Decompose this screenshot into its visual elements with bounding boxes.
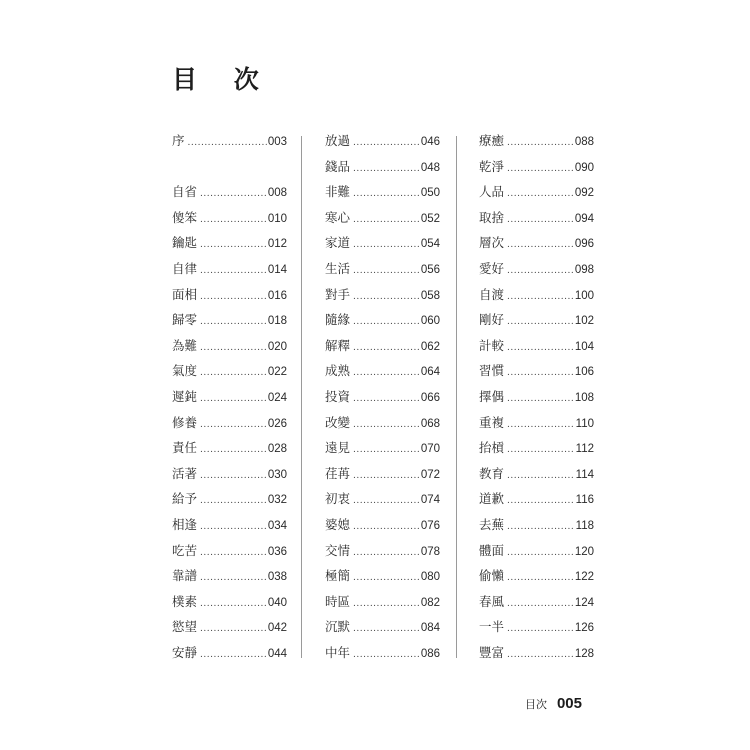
toc-entry xyxy=(172,362,287,380)
toc-entry xyxy=(172,337,287,355)
toc-entry xyxy=(325,465,440,483)
toc-entry-title: 愛好 xyxy=(479,261,505,276)
toc-entry-page: 072 xyxy=(420,468,440,481)
toc-entry-title: 極簡 xyxy=(325,568,351,584)
toc-entry-page: 042 xyxy=(267,622,287,635)
toc-entry xyxy=(172,542,287,560)
dot-leader xyxy=(507,236,574,254)
toc-entry xyxy=(325,490,440,508)
toc-entry-page: 102 xyxy=(574,315,594,328)
toc-entry-title: 去蕪 xyxy=(479,517,505,532)
toc-entry-title: 改變 xyxy=(325,414,351,430)
toc-entry-page: 124 xyxy=(574,596,594,609)
dot-leader xyxy=(507,646,574,664)
toc-entry-title: 投資 xyxy=(325,389,351,404)
toc-entry-title: 交情 xyxy=(325,542,351,558)
toc-entry xyxy=(325,644,440,662)
toc-entry-page: 128 xyxy=(574,648,594,660)
toc-entry xyxy=(172,439,287,457)
toc-entry-page: 036 xyxy=(267,545,287,558)
page-title: 目 次 xyxy=(172,65,273,94)
toc-entry-title: 重複 xyxy=(479,414,505,430)
toc-entry-title: 教育 xyxy=(479,465,505,481)
toc-entry xyxy=(172,465,287,483)
dot-leader xyxy=(353,441,420,459)
toc-entry-page: 058 xyxy=(420,289,440,302)
toc-entry-page: 074 xyxy=(420,494,440,507)
toc-entry-title: 相逢 xyxy=(172,517,198,532)
dot-leader xyxy=(353,236,420,254)
toc-entry-title: 一半 xyxy=(479,619,505,635)
running-footer-label: 目次 xyxy=(524,698,547,711)
toc-entry xyxy=(172,260,287,278)
dot-leader xyxy=(507,544,574,562)
toc-entry xyxy=(479,132,594,150)
toc-entry-page: 076 xyxy=(420,520,440,532)
toc-entry-title: 吃苦 xyxy=(172,542,198,558)
toc-entry-page: 014 xyxy=(267,264,287,276)
toc-entry-page: 062 xyxy=(420,340,440,353)
dot-leader xyxy=(507,134,574,152)
dot-leader xyxy=(353,134,420,152)
toc-entry xyxy=(325,567,440,585)
toc-entry-title: 時區 xyxy=(325,593,351,609)
toc-entry-page: 086 xyxy=(420,648,440,660)
toc-entry-title: 解釋 xyxy=(325,337,351,353)
toc-entry-title: 成熟 xyxy=(325,363,351,379)
toc-entry xyxy=(172,132,287,150)
toc-entry xyxy=(172,490,287,508)
toc-entry-title: 道歉 xyxy=(479,491,505,507)
toc-entry xyxy=(325,234,440,252)
dot-leader xyxy=(507,620,574,638)
toc-entry xyxy=(479,209,594,227)
toc-entry-page: 054 xyxy=(420,238,440,251)
dot-leader xyxy=(507,595,574,613)
toc-entry xyxy=(325,286,440,304)
toc-entry-title: 為難 xyxy=(172,337,198,353)
toc-entry xyxy=(479,234,594,252)
dot-leader xyxy=(353,364,420,382)
toc-entry-title: 序 xyxy=(172,133,185,148)
toc-entry xyxy=(479,337,594,355)
toc-entry xyxy=(325,618,440,636)
toc-entry-page: 008 xyxy=(267,187,287,200)
toc-entry-page: 078 xyxy=(420,545,440,558)
toc-entry-page: 016 xyxy=(267,289,287,302)
toc-entry-page: 090 xyxy=(574,161,594,174)
toc-entry-page: 050 xyxy=(420,187,440,200)
toc-entry-title: 靠譜 xyxy=(172,568,198,584)
toc-entry-title: 計較 xyxy=(479,337,505,353)
toc-entry-title: 初衷 xyxy=(325,491,351,507)
toc-entry-title: 抬槓 xyxy=(479,440,505,456)
toc-entry xyxy=(325,388,440,406)
toc-entry-title: 鑰匙 xyxy=(172,235,198,251)
column-divider xyxy=(456,136,457,658)
toc-entry-title: 隨緣 xyxy=(325,312,351,328)
toc-entry-page: 010 xyxy=(267,212,287,225)
dot-leader xyxy=(353,313,420,331)
toc-entry-title: 豐富 xyxy=(479,645,505,660)
toc-entry xyxy=(325,414,440,432)
dot-leader xyxy=(200,569,267,587)
toc-entry-title: 歸零 xyxy=(172,312,198,328)
toc-entry xyxy=(479,439,594,457)
dot-leader xyxy=(200,339,267,357)
toc-entry-page: 022 xyxy=(267,366,287,379)
toc-entry-page: 034 xyxy=(267,520,287,532)
toc-entry-page: 070 xyxy=(420,443,440,456)
toc-entry xyxy=(479,311,594,329)
toc-entry-title: 放過 xyxy=(325,133,351,148)
toc-entry-page: 110 xyxy=(575,417,594,430)
toc-entry-page: 066 xyxy=(420,392,440,404)
dot-leader xyxy=(200,620,267,638)
toc-entry xyxy=(325,132,440,150)
toc-entry-title: 習慣 xyxy=(479,363,505,379)
toc-entry-page: 012 xyxy=(267,238,287,251)
toc-entry-page: 064 xyxy=(420,366,440,379)
toc-entry-title: 寒心 xyxy=(325,209,351,225)
toc-entry-page: 104 xyxy=(574,340,594,353)
toc-entry-page: 112 xyxy=(575,443,594,456)
toc-entry-page: 060 xyxy=(420,315,440,328)
dot-leader xyxy=(200,185,267,203)
toc-entry-title: 荏苒 xyxy=(325,465,351,481)
dot-leader xyxy=(353,467,420,485)
dot-leader xyxy=(353,262,420,280)
toc-entry xyxy=(479,362,594,380)
toc-entry xyxy=(172,286,287,304)
toc-entry-page: 126 xyxy=(574,622,594,635)
toc-entry-title: 體面 xyxy=(479,542,505,558)
toc-entry xyxy=(479,490,594,508)
dot-leader xyxy=(200,492,267,510)
toc-entry-title: 傻笨 xyxy=(172,209,198,225)
toc-entry xyxy=(479,260,594,278)
dot-leader xyxy=(507,313,574,331)
toc-entry xyxy=(172,618,287,636)
toc-entry-page: 098 xyxy=(574,264,594,276)
toc-entry xyxy=(479,465,594,483)
toc-entry-title: 慾望 xyxy=(172,619,198,635)
toc-entry xyxy=(172,183,287,201)
toc-entry-page: 056 xyxy=(420,264,440,276)
toc-entry xyxy=(172,234,287,252)
toc-entry xyxy=(479,593,594,611)
toc-entry xyxy=(325,337,440,355)
toc-entry-page: 108 xyxy=(574,392,594,404)
toc-entry-title: 自律 xyxy=(172,261,198,276)
toc-entry-page: 068 xyxy=(420,417,440,430)
toc-entry-page: 020 xyxy=(267,340,287,353)
dot-leader xyxy=(353,288,420,306)
dot-leader xyxy=(200,262,267,280)
dot-leader xyxy=(353,390,420,408)
toc-entry-page: 018 xyxy=(267,315,287,328)
toc-entry-page: 100 xyxy=(574,289,594,302)
dot-leader xyxy=(507,492,575,510)
toc-entry-title: 責任 xyxy=(172,440,198,456)
toc-entry-title: 給予 xyxy=(172,491,198,507)
toc-entry-title: 婆媳 xyxy=(325,517,351,532)
toc-entry-page: 032 xyxy=(267,494,287,507)
dot-leader xyxy=(200,390,267,408)
dot-leader xyxy=(507,262,574,280)
dot-leader xyxy=(507,441,575,459)
dot-leader xyxy=(200,441,267,459)
toc-entry-title: 遠見 xyxy=(325,440,351,456)
toc-entry-title: 自渡 xyxy=(479,286,505,302)
dot-leader xyxy=(200,288,267,306)
toc-entry xyxy=(172,516,287,534)
toc-entry-title: 人品 xyxy=(479,184,505,200)
dot-leader xyxy=(507,390,574,408)
toc-entry xyxy=(325,158,440,176)
toc-entry xyxy=(479,618,594,636)
toc-entry-page: 118 xyxy=(575,520,594,532)
toc-entry-title: 春風 xyxy=(479,593,505,609)
toc-entry-title: 對手 xyxy=(325,286,351,302)
toc-entry-title: 家道 xyxy=(325,235,351,251)
toc-entry-title: 層次 xyxy=(479,235,505,251)
toc-entry xyxy=(479,644,594,662)
toc-entry xyxy=(479,414,594,432)
dot-leader xyxy=(507,288,574,306)
toc-entry xyxy=(172,414,287,432)
dot-leader xyxy=(353,185,420,203)
toc-entry-title: 剛好 xyxy=(479,312,505,328)
dot-leader xyxy=(353,492,420,510)
toc-entry-page: 046 xyxy=(420,136,440,148)
toc-entry-page: 044 xyxy=(267,648,287,660)
toc-entry-page: 114 xyxy=(575,468,594,481)
toc-entry xyxy=(325,260,440,278)
toc-entry-page: 084 xyxy=(420,622,440,635)
toc-entry xyxy=(479,516,594,534)
toc-entry-page: 088 xyxy=(574,136,594,148)
toc-entry-title: 偷懶 xyxy=(479,568,505,584)
toc-entry-title: 擇偶 xyxy=(479,389,505,404)
toc-entry xyxy=(172,209,287,227)
toc-entry-title: 氣度 xyxy=(172,363,198,379)
dot-leader xyxy=(353,595,420,613)
toc-entry xyxy=(479,158,594,176)
dot-leader xyxy=(507,364,574,382)
dot-leader xyxy=(200,364,267,382)
toc-entry xyxy=(479,388,594,406)
dot-leader xyxy=(353,620,420,638)
toc-entry-title: 療癒 xyxy=(479,133,505,148)
dot-leader xyxy=(200,416,267,434)
toc-entry-page: 038 xyxy=(267,571,287,584)
toc-entry-page: 024 xyxy=(267,392,287,404)
toc-entry xyxy=(325,439,440,457)
toc-entry xyxy=(325,311,440,329)
page-number: 005 xyxy=(556,695,582,712)
toc-entry xyxy=(479,183,594,201)
toc-entry-title: 安靜 xyxy=(172,645,198,660)
toc-entry xyxy=(325,183,440,201)
toc-entry xyxy=(325,516,440,534)
toc-entry xyxy=(325,542,440,560)
toc-entry-page: 040 xyxy=(267,596,287,609)
toc-entry xyxy=(479,567,594,585)
dot-leader xyxy=(188,134,267,152)
dot-leader xyxy=(200,544,267,562)
toc-entry-page: 048 xyxy=(420,161,440,174)
dot-leader xyxy=(200,313,267,331)
dot-leader xyxy=(507,185,574,203)
toc-entry-page: 122 xyxy=(574,571,594,584)
dot-leader xyxy=(200,211,267,229)
toc-entry-title: 錢品 xyxy=(325,158,351,174)
dot-leader xyxy=(200,467,267,485)
dot-leader xyxy=(353,339,420,357)
dot-leader xyxy=(507,211,574,229)
toc-entry-title: 樸素 xyxy=(172,593,198,609)
dot-leader xyxy=(507,160,574,178)
toc-entry-page: 106 xyxy=(574,366,594,379)
toc-entry-title: 面相 xyxy=(172,286,198,302)
toc-entry-page: 003 xyxy=(267,136,287,148)
dot-leader xyxy=(507,569,574,587)
toc-entry-title: 遲鈍 xyxy=(172,389,198,404)
toc-entry xyxy=(325,209,440,227)
toc-entry-page: 116 xyxy=(575,494,594,507)
dot-leader xyxy=(353,646,420,664)
dot-leader xyxy=(200,646,267,664)
toc-entry-page: 096 xyxy=(574,238,594,251)
toc-entry xyxy=(325,362,440,380)
toc-entry-title: 非難 xyxy=(325,184,351,200)
toc-entry xyxy=(479,542,594,560)
toc-entry xyxy=(479,286,594,304)
toc-entry-page: 052 xyxy=(420,212,440,225)
toc-entry xyxy=(172,567,287,585)
dot-leader xyxy=(507,339,574,357)
dot-leader xyxy=(353,211,420,229)
dot-leader xyxy=(353,416,420,434)
dot-leader xyxy=(353,544,420,562)
dot-leader xyxy=(353,518,420,536)
page-footer xyxy=(525,695,582,712)
toc-entry xyxy=(325,593,440,611)
toc-entry xyxy=(172,644,287,662)
toc-entry-title: 乾淨 xyxy=(479,158,505,174)
toc-entry-page: 092 xyxy=(574,187,594,200)
dot-leader xyxy=(507,518,575,536)
toc-entry-title: 活著 xyxy=(172,465,198,481)
toc-entry-title: 自省 xyxy=(172,184,198,200)
toc-entry-title: 生活 xyxy=(325,261,351,276)
dot-leader xyxy=(353,569,420,587)
toc-entry-page: 080 xyxy=(420,571,440,584)
toc-entry-page: 120 xyxy=(574,545,594,558)
toc-entry-page: 030 xyxy=(267,468,287,481)
toc-entry-page: 026 xyxy=(267,417,287,430)
dot-leader xyxy=(507,467,575,485)
toc-entry xyxy=(172,388,287,406)
dot-leader xyxy=(353,160,420,178)
toc-entry-title: 沉默 xyxy=(325,619,351,635)
toc-entry-title: 中年 xyxy=(325,645,351,660)
toc-entry-title: 修養 xyxy=(172,414,198,430)
toc-entry-page: 094 xyxy=(574,212,594,225)
column-divider xyxy=(301,136,302,658)
toc-entry xyxy=(172,593,287,611)
dot-leader xyxy=(200,595,267,613)
dot-leader xyxy=(507,416,575,434)
dot-leader xyxy=(200,518,267,536)
toc-entry-page: 028 xyxy=(267,443,287,456)
toc-entry-page: 082 xyxy=(420,596,440,609)
toc-entry xyxy=(172,311,287,329)
toc-entry-title: 取捨 xyxy=(479,209,505,225)
dot-leader xyxy=(200,236,267,254)
